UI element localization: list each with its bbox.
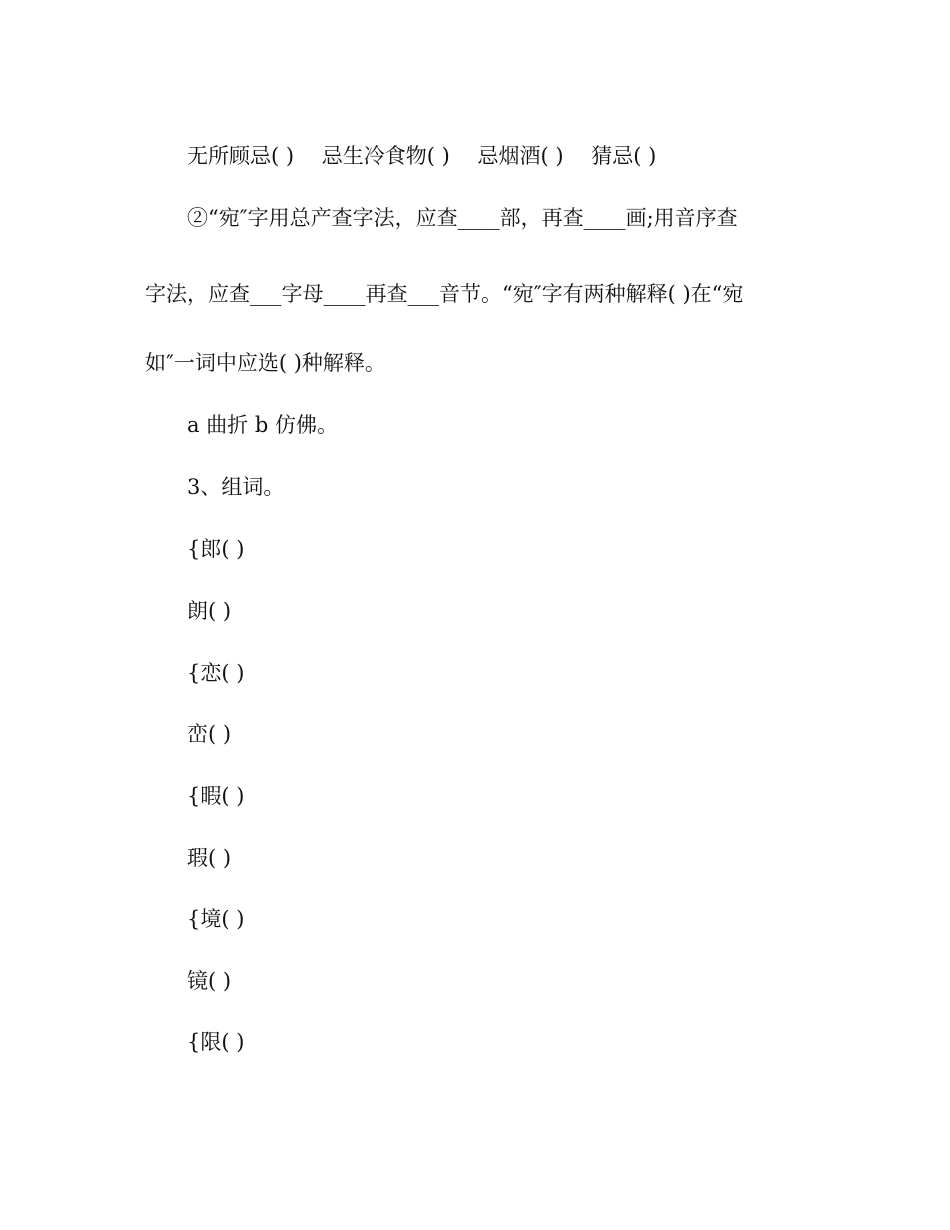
word-item-5: {暇( ) [187, 784, 245, 808]
text-line-5: a 曲折 b 仿佛。 [187, 413, 338, 437]
text-line-3: 字法，应查___字母____再查___音节。“宛″字有两种解释( )在“宛 [145, 282, 744, 306]
word-item-2: 朗( ) [187, 599, 232, 623]
text-line-2: ②“宛″字用总产查字法，应查____部，再查____画;用音序查 [187, 206, 738, 230]
section-heading: 3、组词。 [187, 475, 285, 499]
text-line-1: 无所顾忌( ) 忌生冷食物( ) 忌烟酒( ) 猜忌( ) [187, 144, 657, 168]
word-item-1: {郎( ) [187, 537, 245, 561]
word-item-7: {境( ) [187, 907, 245, 931]
word-item-4: 峦( ) [187, 722, 232, 746]
word-item-3: {恋( ) [187, 661, 245, 685]
word-item-6: 瑕( ) [187, 846, 232, 870]
word-item-9: {限( ) [187, 1030, 245, 1054]
text-line-4: 如″一词中应选( )种解释。 [145, 351, 386, 375]
word-item-8: 镜( ) [187, 969, 232, 993]
